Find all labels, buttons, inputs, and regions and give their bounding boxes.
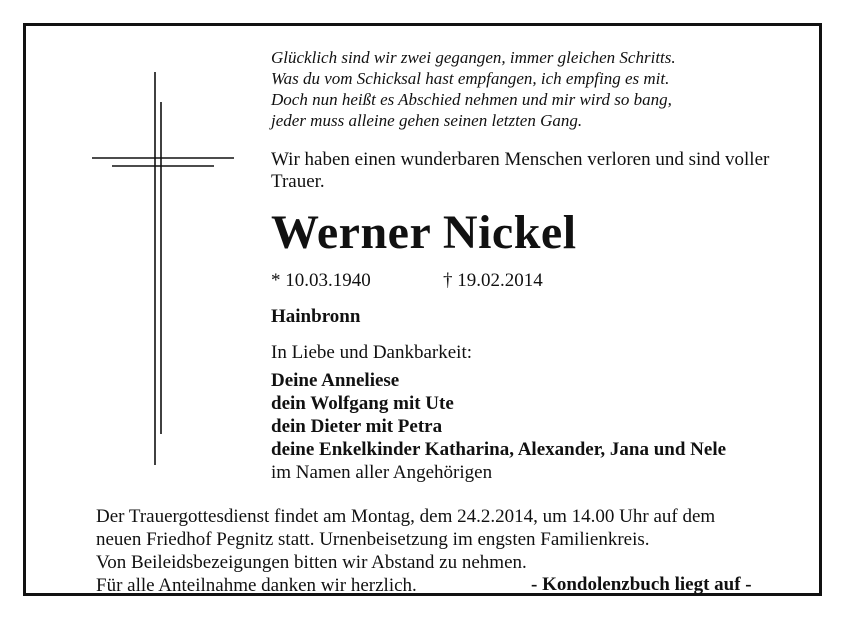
death-date: † 19.02.2014: [443, 270, 543, 291]
poem-line: jeder muss alleine gehen seinen letzten Gang.: [271, 111, 583, 130]
intro-text: Wir haben einen wunderbaren Menschen verloren und sind voller Trauer.: [271, 149, 770, 192]
mourner-line: deine Enkelkinder Katharina, Alexander, Jana und Nele: [271, 439, 727, 460]
deceased-name: Werner Nickel: [271, 206, 577, 259]
mourners-list: [271, 369, 726, 484]
mourner-line: im Namen aller Angehörigen: [271, 462, 493, 483]
service-line: Von Beileidsbezeigungen bitten wir Abstand zu nehmen.: [96, 552, 527, 573]
condolence-note: - Kondolenzbuch liegt auf -: [531, 574, 752, 595]
poem-line: Was du vom Schicksal hast empfangen, ich empfing es mit.: [271, 69, 670, 88]
poem: [271, 47, 676, 131]
mourner-line: Deine Anneliese: [271, 370, 400, 391]
cross-icon: [92, 72, 237, 467]
service-line: neuen Friedhof Pegnitz statt. Urnenbeisetzung im engsten Familienkreis.: [96, 529, 650, 550]
mourners-intro: In Liebe und Dankbarkeit:: [271, 342, 473, 363]
service-line: Der Trauergottesdienst findet am Montag, dem 24.2.2014, um 14.00 Uhr auf dem: [96, 506, 716, 527]
poem-line: Glücklich sind wir zwei gegangen, immer gleichen Schritts.: [271, 48, 676, 67]
birth-date: * 10.03.1940: [271, 270, 371, 291]
poem-line: Doch nun heißt es Abschied nehmen und mir wird so bang,: [271, 90, 672, 109]
hometown: Hainbronn: [271, 306, 361, 327]
mourner-line: dein Wolfgang mit Ute: [271, 393, 454, 414]
mourner-line: dein Dieter mit Petra: [271, 416, 443, 437]
service-line: Für alle Anteilnahme danken wir herzlich.: [96, 575, 417, 596]
